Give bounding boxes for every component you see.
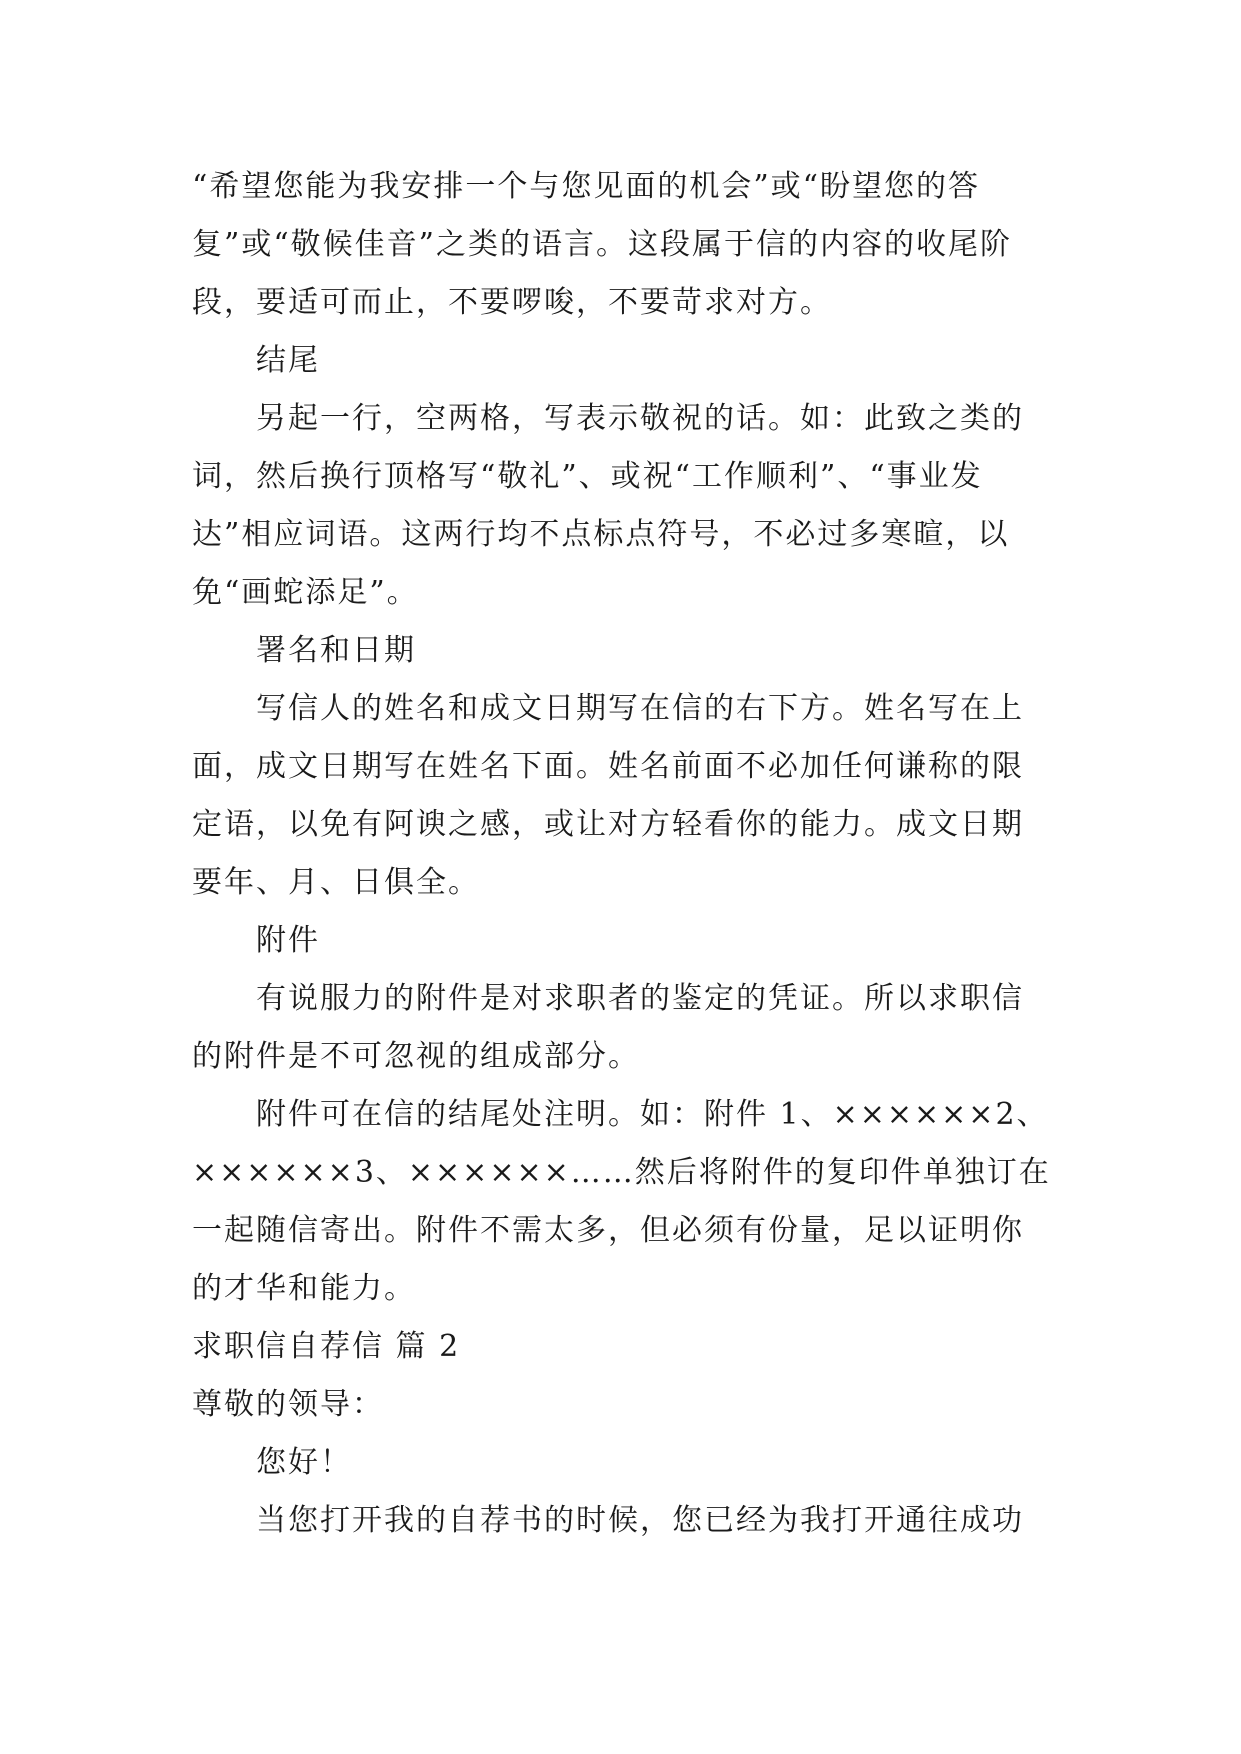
paragraph-attachments-intro: 有说服力的附件是对求职者的鉴定的凭证。所以求职信的附件是不可忽视的组成部分。 (192, 981, 1024, 1074)
letter-title: 求职信自荐信 篇 2 (192, 1329, 461, 1364)
section-heading-signature-date: 署名和日期 (256, 633, 416, 668)
paragraph-closing-phrases: “希望您能为我安排一个与您见面的机会”或“盼望您的答复”或“敬候佳音”之类的语言。这段属于信的内容的收尾阶段，要适可而止，不要啰唆，不要苛求对方。 (192, 169, 1013, 320)
paragraph-ending-instructions: 另起一行，空两格，写表示敬祝的话。如：此致之类的词，然后换行顶格写“敬礼”、或祝“工作顺利”、“事业发达”相应词语。这两行均不点标点符号，不必过多寒暄，以免“画蛇添足”。 (192, 401, 1024, 610)
letter-opening-paragraph: 当您打开我的自荐书的时候，您已经为我打开通往成功 (256, 1503, 1024, 1538)
paragraph-attachments-listing: 附件可在信的结尾处注明。如：附件 1、××××××2、××××××3、××××××……然后将附件的复印件单独订在一起随信寄出。附件不需太多，但必须有份量，足以证明你的才华和能力。 (192, 1097, 1051, 1306)
paragraph-signature-instructions: 写信人的姓名和成文日期写在信的右下方。姓名写在上面，成文日期写在姓名下面。姓名前面不必加任何谦称的限定语，以免有阿谀之感，或让对方轻看你的能力。成文日期要年、月、日俱全。 (192, 691, 1024, 900)
section-heading-ending: 结尾 (256, 343, 320, 378)
section-heading-attachments: 附件 (256, 923, 320, 958)
letter-salutation: 尊敬的领导： (192, 1387, 384, 1422)
letter-greeting: 您好！ (256, 1445, 352, 1480)
document-body (192, 158, 1052, 1550)
